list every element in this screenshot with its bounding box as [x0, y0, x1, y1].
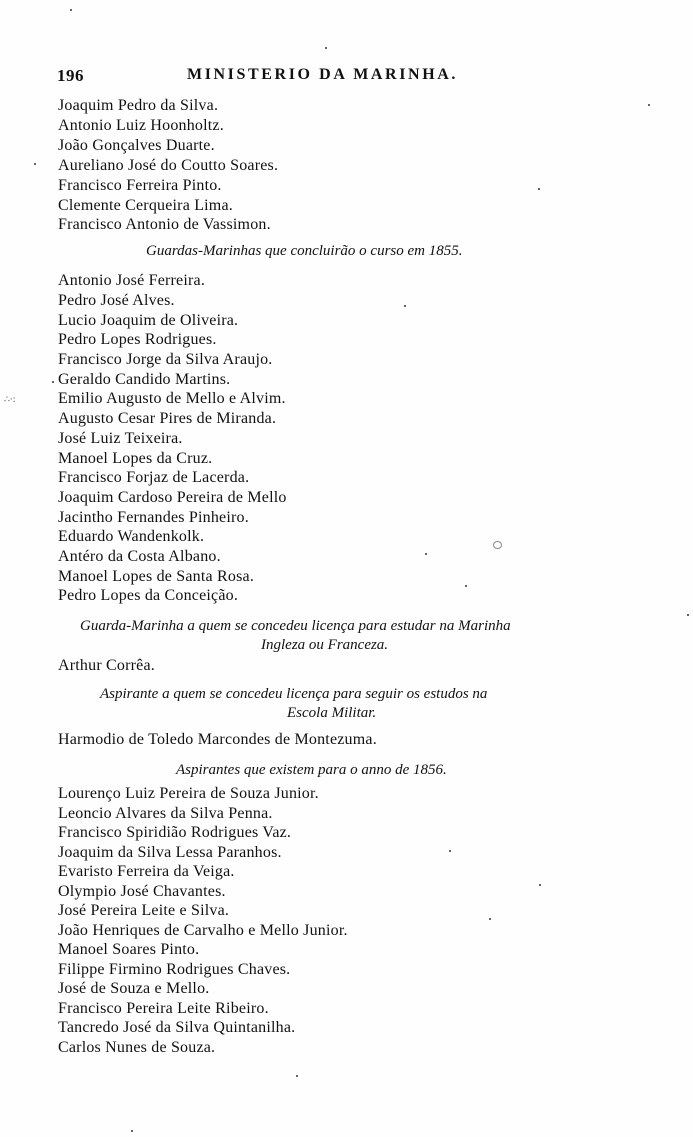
list-item: Pedro José Alves. — [58, 292, 175, 309]
section-heading: Aspirantes que existem para o anno de 1856. — [176, 762, 447, 778]
list-item: Geraldo Candido Martins. — [58, 371, 231, 388]
list-item: João Henriques de Carvalho e Mello Junior. — [58, 922, 348, 939]
list-item: Francisco Pereira Leite Ribeiro. — [58, 1000, 269, 1017]
list-item: Arthur Corrêa. — [58, 657, 155, 674]
list-item: Olympio José Chavantes. — [58, 883, 226, 900]
scan-smudge: ∴·: — [4, 395, 16, 405]
list-item: Lucio Joaquim de Oliveira. — [58, 312, 239, 329]
list-item: Pedro Lopes Rodrigues. — [58, 331, 217, 348]
scan-speck — [538, 188, 540, 190]
page-header — [57, 66, 497, 88]
scan-speck — [52, 381, 54, 383]
list-item: Eduardo Wandenkolk. — [58, 528, 205, 545]
scan-speck — [70, 9, 72, 11]
section-heading-continuation: Ingleza ou Franceza. — [261, 637, 389, 653]
list-item: Francisco Antonio de Vassimon. — [58, 216, 271, 233]
scan-speck — [465, 585, 467, 587]
section-heading: Guardas-Marinhas que concluirão o curso em 1855. — [146, 243, 463, 259]
list-item: Evaristo Ferreira da Veiga. — [58, 863, 235, 880]
list-item: Joaquim Cardoso Pereira de Mello — [58, 489, 287, 506]
scan-speck — [296, 1075, 298, 1077]
list-item: Filippe Firmino Rodrigues Chaves. — [58, 961, 291, 978]
list-item: Joaquim da Silva Lessa Paranhos. — [58, 844, 282, 861]
scan-speck — [425, 553, 427, 555]
list-item: Francisco Ferreira Pinto. — [58, 177, 222, 194]
list-item: Francisco Jorge da Silva Araujo. — [58, 351, 273, 368]
list-item: Manoel Lopes de Santa Rosa. — [58, 568, 255, 585]
list-item: Antonio Luiz Hoonholtz. — [58, 117, 224, 134]
list-item: Pedro Lopes da Conceição. — [58, 587, 239, 604]
scan-speck — [404, 305, 406, 307]
scan-blemish — [493, 541, 502, 549]
list-item: Carlos Nunes de Souza. — [58, 1039, 216, 1056]
list-item: Joaquim Pedro da Silva. — [58, 97, 219, 114]
scan-speck — [489, 918, 491, 920]
list-item: José de Souza e Mello. — [58, 980, 210, 997]
scan-speck — [34, 163, 36, 165]
list-item: Lourenço Luiz Pereira de Souza Junior. — [58, 785, 319, 802]
scan-speck — [325, 47, 327, 49]
section-heading: Aspirante a quem se concedeu licença para seguir os estudos na — [100, 686, 488, 702]
scan-speck — [539, 884, 541, 886]
list-item: Antéro da Costa Albano. — [58, 548, 221, 565]
scan-speck — [449, 850, 451, 852]
list-item: José Luiz Teixeira. — [58, 430, 183, 447]
section-heading-continuation: Escola Militar. — [287, 705, 377, 721]
page-number: 196 — [57, 66, 84, 85]
list-item: Emilio Augusto de Mello e Alvim. — [58, 390, 286, 407]
list-item: José Pereira Leite e Silva. — [58, 902, 230, 919]
scan-speck — [687, 614, 689, 616]
list-item: João Gonçalves Duarte. — [58, 137, 215, 154]
list-item: Jacintho Fernandes Pinheiro. — [58, 509, 249, 526]
list-item: Leoncio Alvares da Silva Penna. — [58, 805, 273, 822]
list-item: Francisco Spiridião Rodrigues Vaz. — [58, 824, 292, 841]
list-item: Manoel Lopes da Cruz. — [58, 450, 213, 467]
section-heading: Guarda-Marinha a quem se concedeu licença para estudar na Marinha — [80, 618, 511, 634]
list-item: Clemente Cerqueira Lima. — [58, 197, 233, 214]
list-item: Harmodio de Toledo Marcondes de Montezuma. — [58, 731, 377, 748]
list-item: Manoel Soares Pinto. — [58, 941, 200, 958]
list-item: Francisco Forjaz de Lacerda. — [58, 469, 250, 486]
scan-speck — [648, 104, 650, 106]
running-title: MINISTERIO DA MARINHA. — [187, 66, 458, 83]
list-item: Antonio José Ferreira. — [58, 272, 206, 289]
list-item: Augusto Cesar Pires de Miranda. — [58, 410, 277, 427]
list-item: Aureliano José do Coutto Soares. — [58, 157, 279, 174]
list-item: Tancredo José da Silva Quintanilha. — [58, 1019, 296, 1036]
scan-speck — [131, 1130, 133, 1132]
